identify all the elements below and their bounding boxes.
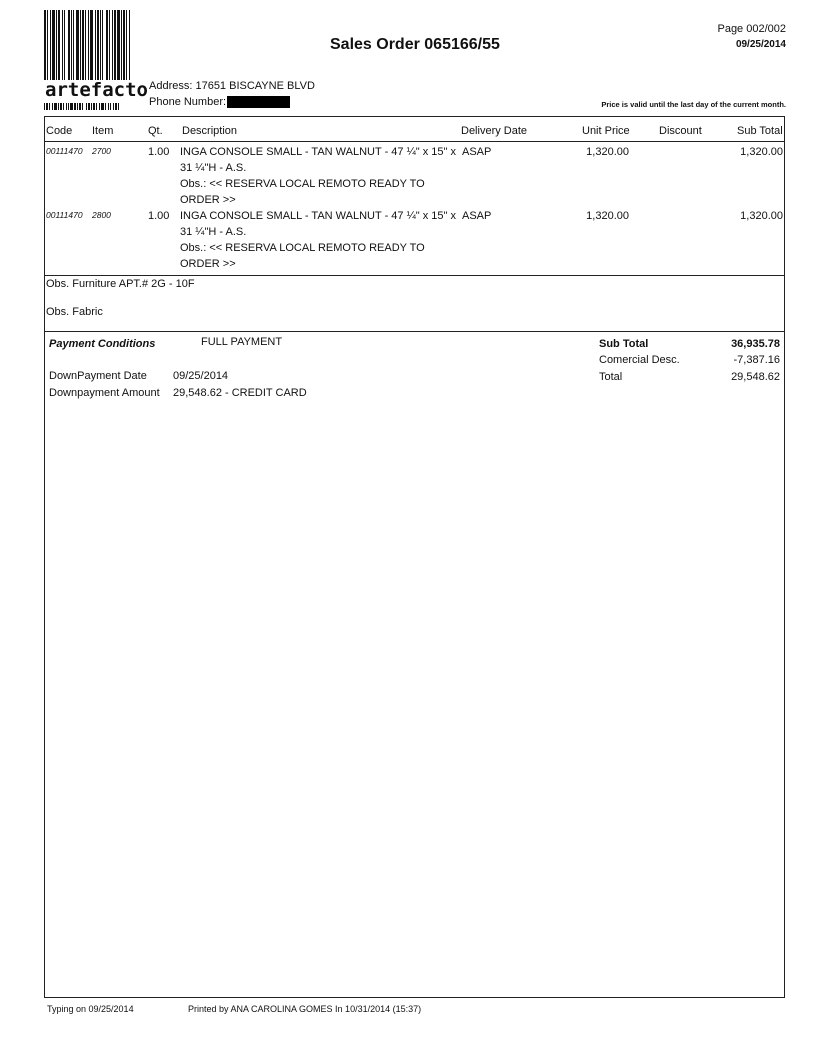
barcode-bar [100, 10, 101, 88]
barcode-strip [44, 103, 146, 110]
barcode-bar [99, 103, 100, 110]
barcode-bar [50, 10, 51, 88]
barcode-bar [47, 10, 48, 88]
row-delivery: ASAP [462, 210, 492, 222]
downpayment-date-label: DownPayment Date [49, 370, 147, 382]
page-number: Page 002/002 [717, 23, 786, 35]
row-item: 2700 [92, 146, 111, 156]
barcode-bar [63, 103, 64, 110]
row-description-cont: 31 ¼"H - A.S. [180, 162, 247, 174]
col-qty: Qt. [148, 125, 163, 137]
barcode-bar [54, 103, 57, 110]
row-obs: Obs.: << RESERVA LOCAL REMOTO READY TO [180, 242, 425, 254]
downpayment-date-value: 09/25/2014 [173, 370, 229, 382]
barcode-bar [80, 10, 81, 88]
barcode-bar [52, 10, 55, 88]
barcode-bar [79, 103, 81, 110]
barcode-bar [109, 10, 110, 88]
row-obs-cont: ORDER >> [180, 258, 236, 270]
barcode-bar [77, 103, 78, 110]
barcode-bar [88, 10, 89, 88]
row-unit-price: 1,320.00 [586, 146, 629, 158]
payment-conditions-value: FULL PAYMENT [201, 336, 283, 348]
barcode-bar [123, 10, 125, 88]
subtotal-label: Sub Total [599, 338, 649, 350]
barcode-bar [44, 103, 45, 110]
barcode-bar [106, 10, 108, 88]
company-logo: artefacto [45, 79, 148, 101]
col-item: Item [92, 125, 114, 137]
row-obs-cont: ORDER >> [180, 194, 236, 206]
barcode-bar [105, 103, 106, 110]
barcode-bar [46, 103, 48, 110]
phone-label: Phone Number: [149, 96, 227, 108]
obs-fabric: Obs. Fabric [46, 306, 103, 318]
barcode-bar [60, 103, 62, 110]
total-label: Total [599, 371, 623, 383]
row-obs: Obs.: << RESERVA LOCAL REMOTO READY TO [180, 178, 425, 190]
barcode-bar [129, 10, 130, 88]
obs-furniture: Obs. Furniture APT.# 2G - 10F [46, 278, 195, 290]
row-item: 2800 [92, 210, 111, 220]
barcode-bar [68, 10, 70, 88]
col-description: Description [182, 125, 238, 137]
barcode-bar [101, 103, 104, 110]
row-subtotal: 1,320.00 [740, 146, 783, 158]
col-code: Code [46, 125, 73, 137]
barcode-bar [121, 10, 122, 88]
barcode-bar [52, 103, 53, 110]
typing-info: Typing on 09/25/2014 [47, 1004, 134, 1014]
row-subtotal: 1,320.00 [740, 210, 783, 222]
barcode-bar [114, 10, 116, 88]
barcode-bar [86, 103, 87, 110]
discount-label: Comercial Desc. [599, 354, 680, 366]
barcode-bar [110, 103, 111, 110]
printed-info: Printed by ANA CAROLINA GOMES In 10/31/2014 (15:37) [188, 1004, 422, 1014]
barcode-bar [76, 10, 79, 88]
row-qty: 1.00 [148, 146, 170, 158]
barcode-bar [82, 103, 83, 110]
barcode-graphic [44, 10, 146, 88]
order-date: 09/25/2014 [735, 39, 786, 50]
barcode-bar [58, 10, 60, 88]
document-title: Sales Order 065166/55 [330, 36, 500, 53]
barcode-bar [88, 103, 90, 110]
barcode-bar [118, 103, 119, 110]
barcode-bar [70, 103, 73, 110]
barcode-bar [58, 103, 59, 110]
row-description: INGA CONSOLE SMALL - TAN WALNUT - 47 ¼" x 15" x [180, 210, 456, 222]
row-delivery: ASAP [462, 146, 492, 158]
downpayment-amount-label: Downpayment Amount [49, 387, 160, 399]
barcode-bar [91, 103, 92, 110]
barcode-bar [56, 10, 57, 88]
barcode-bar [44, 10, 46, 88]
items-divider [44, 275, 785, 276]
row-qty: 1.00 [148, 210, 170, 222]
discount-value: -7,387.16 [733, 354, 780, 366]
payment-conditions-label: Payment Conditions [49, 338, 156, 350]
col-discount: Discount [659, 125, 702, 137]
barcode-bar [49, 103, 50, 110]
row-code: 00111470 [46, 146, 83, 156]
barcode-bar [71, 10, 72, 88]
phone-redaction [227, 96, 290, 108]
row-unit-price: 1,320.00 [586, 210, 629, 222]
barcode-bar [102, 10, 103, 88]
price-validity-note: Price is valid until the last day of the current month. [601, 100, 786, 109]
barcode-bar [126, 10, 127, 88]
row-description: INGA CONSOLE SMALL - TAN WALNUT - 47 ¼" x 15" x [180, 146, 456, 158]
col-unit-price: Unit Price [582, 125, 630, 137]
barcode-bar [90, 10, 93, 88]
row-description-cont: 31 ¼"H - A.S. [180, 226, 247, 238]
address: Address: 17651 BISCAYNE BLVD [149, 80, 315, 92]
subtotal-value: 36,935.78 [731, 338, 780, 350]
barcode-bar [117, 10, 120, 88]
total-value: 29,548.62 [731, 371, 780, 383]
barcode-bar [115, 103, 117, 110]
row-code: 00111470 [46, 210, 83, 220]
downpayment-amount-value: 29,548.62 - CREDIT CARD [173, 387, 307, 399]
barcode-bar [93, 103, 95, 110]
col-subtotal: Sub Total [737, 125, 783, 137]
barcode-bar [73, 10, 74, 88]
barcode-bar [64, 10, 65, 88]
barcode-bar [108, 103, 109, 110]
barcode-bar [95, 10, 96, 88]
barcode-bar [113, 103, 114, 110]
barcode-bar [97, 10, 99, 88]
header-divider [44, 141, 785, 142]
barcode-bar [68, 103, 69, 110]
barcode-bar [82, 10, 84, 88]
barcode-bar [74, 103, 76, 110]
barcode-bar [96, 103, 97, 110]
obs-divider [44, 331, 785, 332]
barcode-bar [85, 10, 86, 88]
barcode-bar [112, 10, 113, 88]
col-delivery-date: Delivery Date [461, 125, 528, 137]
barcode-bar [66, 103, 67, 110]
barcode-bar [62, 10, 63, 88]
